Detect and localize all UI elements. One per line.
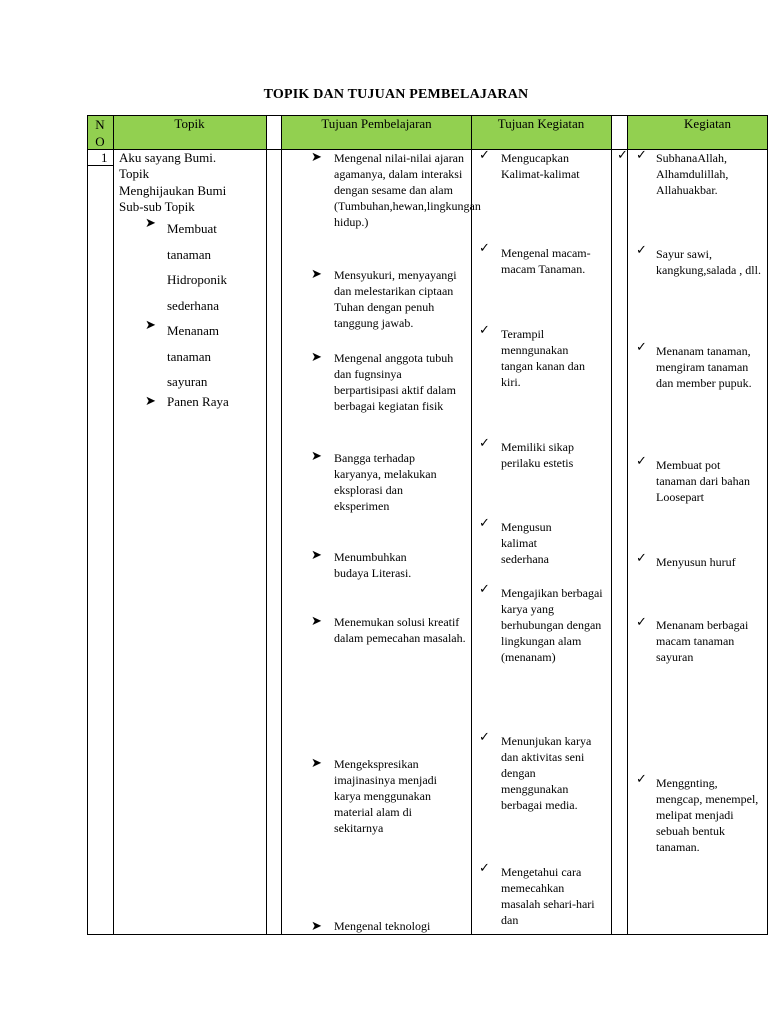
kegiatan-item: Sayur sawi, kangkung,salada , dll. <box>656 247 761 277</box>
page-title: TOPIK DAN TUJUAN PEMBELAJARAN <box>263 87 529 102</box>
arrow-bullet-icon: ➤ <box>145 393 156 408</box>
arrow-bullet-icon: ➤ <box>311 547 322 562</box>
check-bullet-icon: ✓ <box>479 515 490 530</box>
row-number: 1 <box>101 150 108 165</box>
arrow-bullet-icon: ➤ <box>311 349 322 364</box>
tujuan-pembelajaran-item: Menemukan solusi kreatif dalam pemecahan masalah. <box>334 615 466 645</box>
kegiatan-item: SubhanaAllah, Alhamdulillah, Allahuakbar. <box>656 151 729 197</box>
col-line <box>611 115 612 935</box>
tujuan-kegiatan-item: Mengusun kalimat sederhana <box>501 520 552 566</box>
check-bullet-icon: ✓ <box>479 729 490 744</box>
header-topik: Topik <box>174 116 205 131</box>
kegiatan-item: Menyusun huruf <box>656 555 736 569</box>
number-cell-line <box>87 165 113 166</box>
col-line <box>266 115 267 935</box>
header-kegiatan: Kegiatan <box>684 116 731 131</box>
check-bullet-icon: ✓ <box>636 147 647 162</box>
check-bullet-icon: ✓ <box>617 147 628 162</box>
check-bullet-icon: ✓ <box>636 550 647 565</box>
subtopik-item: Membuat tanaman Hidroponik sederhana <box>167 221 227 313</box>
tujuan-kegiatan-item: Memiliki sikap perilaku estetis <box>501 440 574 470</box>
arrow-bullet-icon: ➤ <box>311 755 322 770</box>
topik-line: Sub-sub Topik <box>119 199 195 214</box>
tujuan-kegiatan-item: Mengetahui cara memecahkan masalah sehari-hari dan <box>501 865 595 927</box>
col-line <box>281 115 282 935</box>
kegiatan-item: Menggnting, mengcap, menempel, melipat menjadi sebuah bentuk tanaman. <box>656 776 759 854</box>
check-bullet-icon: ✓ <box>479 581 490 596</box>
arrow-bullet-icon: ➤ <box>145 215 156 230</box>
header-no: N O <box>95 117 105 149</box>
col-line <box>113 115 114 935</box>
table-border-top <box>87 115 768 116</box>
arrow-bullet-icon: ➤ <box>145 317 156 332</box>
subtopik-item: Panen Raya <box>167 394 229 409</box>
subtopik-item: Menanam tanaman sayuran <box>167 323 219 389</box>
kegiatan-item: Menanam tanaman, mengiram tanaman dan member pupuk. <box>656 344 752 390</box>
kegiatan-item: Menanam berbagai macam tanaman sayuran <box>656 618 749 664</box>
check-bullet-icon: ✓ <box>479 322 490 337</box>
arrow-bullet-icon: ➤ <box>311 613 322 628</box>
check-bullet-icon: ✓ <box>479 240 490 255</box>
check-bullet-icon: ✓ <box>636 242 647 257</box>
table-border-bottom <box>87 934 768 935</box>
topik-line: Aku sayang Bumi. <box>119 150 217 165</box>
check-bullet-icon: ✓ <box>636 771 647 786</box>
check-bullet-icon: ✓ <box>636 453 647 468</box>
tujuan-kegiatan-item: Mengajikan berbagai karya yang berhubungan dengan lingkungan alam (menanam) <box>501 586 603 664</box>
kegiatan-item: Membuat pot tanaman dari bahan Loosepart <box>656 458 750 504</box>
header-tujuan-kegiatan: Tujuan Kegiatan <box>497 116 585 131</box>
tujuan-kegiatan-item: Mengucapkan Kalimat-kalimat <box>501 151 580 181</box>
tujuan-pembelajaran-item: Menumbuhkan budaya Literasi. <box>334 550 412 580</box>
arrow-bullet-icon: ➤ <box>311 918 322 933</box>
tujuan-kegiatan-item: Menunjukan karya dan aktivitas seni dengan menggunakan berbagai media. <box>501 734 592 812</box>
check-bullet-icon: ✓ <box>636 339 647 354</box>
topik-line: Menghijaukan Bumi <box>119 183 227 198</box>
topik-line: Topik <box>119 166 150 181</box>
col-line <box>627 115 628 935</box>
tujuan-kegiatan-item: Terampil menngunakan tangan kanan dan kiri. <box>501 327 585 389</box>
check-bullet-icon: ✓ <box>479 147 490 162</box>
arrow-bullet-icon: ➤ <box>311 149 322 164</box>
check-bullet-icon: ✓ <box>636 614 647 629</box>
tujuan-pembelajaran-item: Mengenal teknologi <box>334 919 431 933</box>
tujuan-pembelajaran-item: Mengenal nilai-nilai ajaran agamanya, dalam interaksi dengan sesame dan alam (Tumbuhan,hewan,lingkungan hidup.) <box>334 151 481 229</box>
tujuan-kegiatan-item: Mengenal macam-macam Tanaman. <box>501 246 591 276</box>
arrow-bullet-icon: ➤ <box>311 448 322 463</box>
tujuan-pembelajaran-item: Mengekspresikan imajinasinya menjadi karya menggunakan material alam di sekitarnya <box>334 757 437 835</box>
col-line <box>471 115 472 935</box>
tujuan-pembelajaran-item: Mengenal anggota tubuh dan fugnsinya berpartisipasi aktif dalam berbagai kegiatan fisik <box>334 351 456 413</box>
col-line <box>87 115 88 935</box>
arrow-bullet-icon: ➤ <box>311 266 322 281</box>
tujuan-pembelajaran-item: Mensyukuri, menyayangi dan melestarikan ciptaan Tuhan dengan penuh tanggung jawab. <box>334 268 457 330</box>
tujuan-pembelajaran-item: Bangga terhadap karyanya, melakukan eksplorasi dan eksperimen <box>334 451 437 513</box>
check-bullet-icon: ✓ <box>479 860 490 875</box>
check-bullet-icon: ✓ <box>479 435 490 450</box>
header-tujuan-pembelajaran: Tujuan Pembelajaran <box>321 116 432 131</box>
